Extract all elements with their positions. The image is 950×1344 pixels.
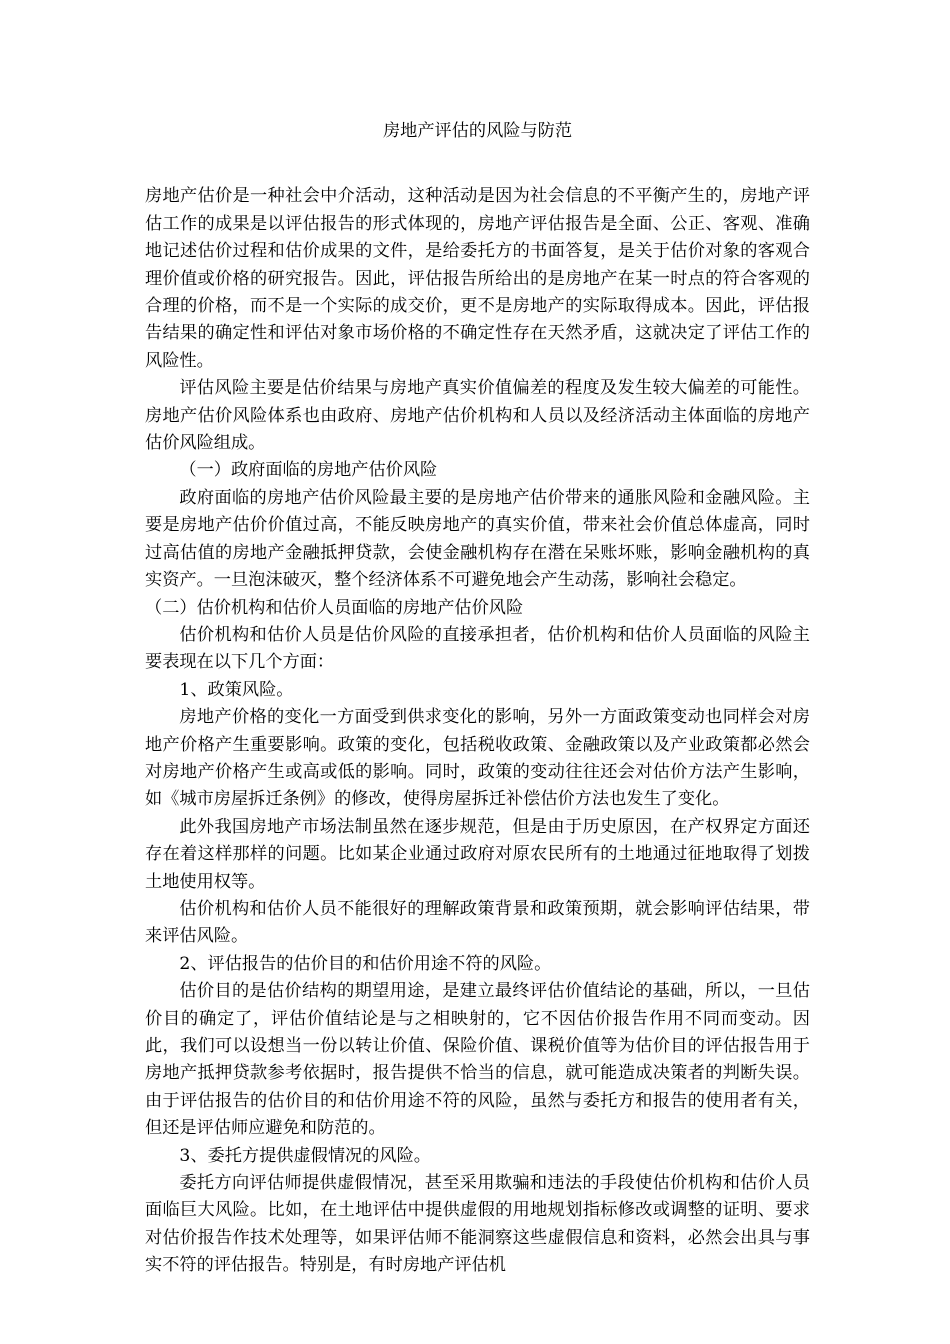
paragraph-appraisers-intro: 估价机构和估价人员是估价风险的直接承担者，估价机构和估价人员面临的风险主要表现在以下几个方面： bbox=[145, 624, 810, 673]
paragraph-legal-system: 此外我国房地产市场法制虽然在逐步规范，但是由于历史原因，在产权界定方面还存在着这样那样的问题。比如某企业通过政府对原农民所有的土地通过征地取得了划拨土地使用权等。 bbox=[145, 816, 810, 892]
paragraph-risk-definition: 评估风险主要是估价结果与房地产真实价值偏差的程度及发生较大偏差的可能性。房地产估价风险体系也由政府、房地产估价机构和人员以及经济活动主体面临的房地产估价风险组成。 bbox=[145, 378, 810, 454]
paragraph-purpose-mismatch: 估价目的是估价结构的期望用途，是建立最终评估价值结论的基础，所以，一旦估价目的确定了，评估价值结论是与之相映射的，它不因估价报告作用不同而变动。因此，我们可以设想当一份以转让价值、保险价值、课税价值等为估价目的评估报告用于房地产抵押贷款参考依据时，报告提供不恰当的信息，就可能造成决策者的判断失误。由于评估报告的估价目的和估价用途不符的风险，虽然与委托方和报告的使用者有关，但还是评估师应避免和防范的。 bbox=[145, 981, 810, 1139]
section-heading-appraisers: （二）估价机构和估价人员面临的房地产估价风险 bbox=[145, 597, 524, 618]
paragraph-false-information: 委托方向评估师提供虚假情况，甚至采用欺骗和违法的手段使估价机构和估价人员面临巨大风险。比如，在土地评估中提供虚假的用地规划指标修改或调整的证明、要求对估价报告作技术处理等，如果评估师不能洞察这些虚假信息和资料，必然会出具与事实不符的评估报告。特别是，有时房地产评估机 bbox=[145, 1173, 810, 1276]
paragraph-policy-risk: 房地产价格的变化一方面受到供求变化的影响，另外一方面政策变动也同样会对房地产价格产生重要影响。政策的变化，包括税收政策、金融政策以及产业政策都必然会对房地产价格产生或高或低的影响。同时，政策的变动往往还会对估价方法产生影响，如《城市房屋拆迁条例》的修改，使得房屋拆迁补偿估价方法也发生了变化。 bbox=[145, 707, 810, 810]
paragraph-government-risk: 政府面临的房地产估价风险最主要的是房地产估价带来的通胀风险和金融风险。主要是房地产估价价值过高，不能反映房地产的真实价值，带来社会价值总体虚高，同时过高估值的房地产金融抵押贷款，会使金融机构存在潜在呆账坏账，影响金融机构的真实资产。一旦泡沫破灭，整个经济体系不可避免地会产生动荡，影响社会稳定。 bbox=[145, 487, 810, 591]
paragraph-intro: 房地产估价是一种社会中介活动，这种活动是因为社会信息的不平衡产生的，房地产评估工作的成果是以评估报告的形式体现的，房地产评估报告是全面、公正、客观、准确地记述估价过程和估价成果的文件，是给委托方的书面答复，是关于估价对象的客观合理价值或价格的研究报告。因此，评估报告所给出的是房地产在某一时点的符合客观的合理的价格，而不是一个实际的成交价，更不是房地产的实际取得成本。因此，评估报告结果的确定性和评估对象市场价格的不确定性存在天然矛盾，这就决定了评估工作的风险性。 bbox=[145, 186, 810, 371]
subheading-policy-risk: 1、政策风险。 bbox=[179, 679, 294, 700]
document-page bbox=[145, 118, 810, 1280]
subheading-false-information-risk: 3、委托方提供虚假情况的风险。 bbox=[179, 1145, 431, 1166]
paragraph-policy-understanding: 估价机构和估价人员不能很好的理解政策背景和政策预期，就会影响评估结果，带来评估风险。 bbox=[145, 898, 810, 947]
section-heading-government: （一）政府面临的房地产估价风险 bbox=[179, 460, 438, 481]
document-title: 房地产评估的风险与防范 bbox=[382, 121, 573, 141]
subheading-purpose-mismatch-risk: 2、评估报告的估价目的和估价用途不符的风险。 bbox=[179, 953, 552, 974]
